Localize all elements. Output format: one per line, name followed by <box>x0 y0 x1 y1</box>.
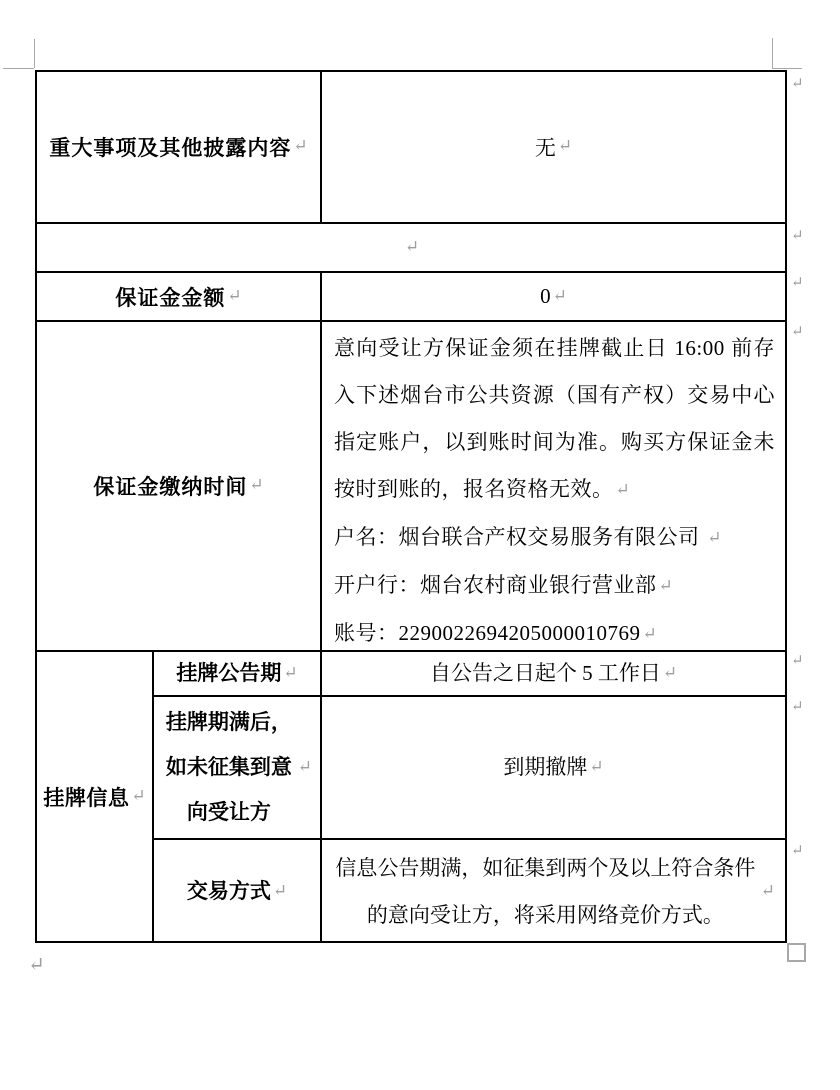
row-deposit-time <box>37 320 785 650</box>
row-end-mark-icon: ↵ <box>791 843 804 859</box>
major-disclosure-value-cell[interactable] <box>320 72 785 222</box>
announcement-period-label: 挂牌公告期 <box>176 661 282 685</box>
text-boundary-mark-top-right-vertical <box>772 38 773 68</box>
pilcrow-icon: ↵ <box>707 528 722 547</box>
pilcrow-icon: ↵ <box>552 285 567 305</box>
listing-expiry-value: 到期撤牌 <box>503 755 588 779</box>
row-listing-expiry <box>154 695 785 838</box>
row-end-mark-icon: ↵ <box>791 275 804 291</box>
deposit-amount-value-cell[interactable] <box>320 273 785 320</box>
trade-method-value: 信息公告期满，如征集到两个及以上符合条件的意向受让方，将采用网络竞价方式。 <box>335 855 756 927</box>
announcement-period-label-cell[interactable] <box>154 652 320 695</box>
pilcrow-icon: ↵ <box>249 475 264 494</box>
pilcrow-icon: ↵ <box>131 785 146 805</box>
pilcrow-icon: ↵ <box>283 663 298 682</box>
pilcrow-icon: ↵ <box>293 136 308 155</box>
deposit-account-number: 账号：2290022694205000010769 ↵ <box>334 610 775 658</box>
row-end-mark-icon: ↵ <box>791 699 804 715</box>
pilcrow-icon: ↵ <box>615 480 630 499</box>
trade-method-label: 交易方式 <box>186 879 271 903</box>
row-deposit-amount <box>37 271 785 320</box>
disclosure-table <box>35 70 787 943</box>
announcement-period-value: 自公告之日起个 5 工作日 <box>429 661 661 685</box>
pilcrow-icon: ↵ <box>297 757 312 776</box>
deposit-amount-label: 保证金金额 <box>115 285 226 310</box>
pilcrow-icon: ↵ <box>760 881 775 900</box>
deposit-amount-label-cell[interactable] <box>37 273 320 320</box>
text-boundary-mark-top-left-horizontal <box>3 68 34 69</box>
text-boundary-mark-top-right-horizontal <box>772 68 802 69</box>
row-empty-spacer[interactable] <box>37 222 785 271</box>
pilcrow-icon: ↵ <box>404 236 420 256</box>
deposit-time-label: 保证金缴纳时间 <box>93 475 248 499</box>
deposit-account-name: 户名：烟台联合产权交易服务有限公司 ↵ <box>334 514 775 562</box>
listing-info-label-cell[interactable] <box>37 652 152 941</box>
row-major-disclosure <box>37 72 785 222</box>
pilcrow-icon: ↵ <box>272 881 288 900</box>
deposit-time-label-cell[interactable] <box>37 322 320 650</box>
text-boundary-mark-top-left-vertical <box>34 39 35 68</box>
listing-info-label: 挂牌信息 <box>43 785 130 810</box>
row-end-mark-icon: ↵ <box>791 76 804 92</box>
pilcrow-icon: ↵ <box>227 285 242 305</box>
row-end-mark-icon: ↵ <box>791 324 804 340</box>
deposit-time-value-cell[interactable] <box>320 322 785 650</box>
row-announcement-period <box>154 652 785 695</box>
listing-expiry-label-cell[interactable] <box>154 697 320 838</box>
listing-info-subtable <box>152 652 785 941</box>
deposit-amount-value: 0 <box>540 284 551 308</box>
table-resize-handle[interactable] <box>787 943 806 962</box>
row-end-mark-icon: ↵ <box>791 228 804 244</box>
major-disclosure-label: 重大事项及其他披露内容 <box>49 136 292 160</box>
listing-expiry-value-cell[interactable] <box>320 697 785 838</box>
pilcrow-icon: ↵ <box>662 663 678 682</box>
row-end-mark-icon: ↵ <box>791 653 804 669</box>
row-trade-method <box>154 838 785 943</box>
deposit-time-paragraph: 意向受让方保证金须在挂牌截止日 16:00 前存入下述烟台市公共资源（国有产权）交易中心指定账户，以到账时间为准。购买方保证金未按时到账的，报名资格无效。 ↵ <box>334 325 775 514</box>
trade-method-label-cell[interactable] <box>154 840 320 943</box>
row-listing-info <box>37 650 785 941</box>
pilcrow-icon: ↵ <box>589 757 604 776</box>
pilcrow-icon: ↵ <box>557 136 573 155</box>
major-disclosure-value: 无 <box>534 136 556 160</box>
pilcrow-icon: ↵ <box>28 954 45 976</box>
trade-method-value-cell[interactable] <box>320 840 785 943</box>
announcement-period-value-cell[interactable] <box>320 652 785 695</box>
pilcrow-icon: ↵ <box>642 624 657 643</box>
major-disclosure-label-cell[interactable] <box>37 72 320 222</box>
listing-expiry-label: 挂牌期满后，如未征集到意向受让方 <box>165 710 292 824</box>
deposit-bank: 开户行：烟台农村商业银行营业部 ↵ <box>334 562 775 610</box>
pilcrow-icon: ↵ <box>658 576 673 595</box>
